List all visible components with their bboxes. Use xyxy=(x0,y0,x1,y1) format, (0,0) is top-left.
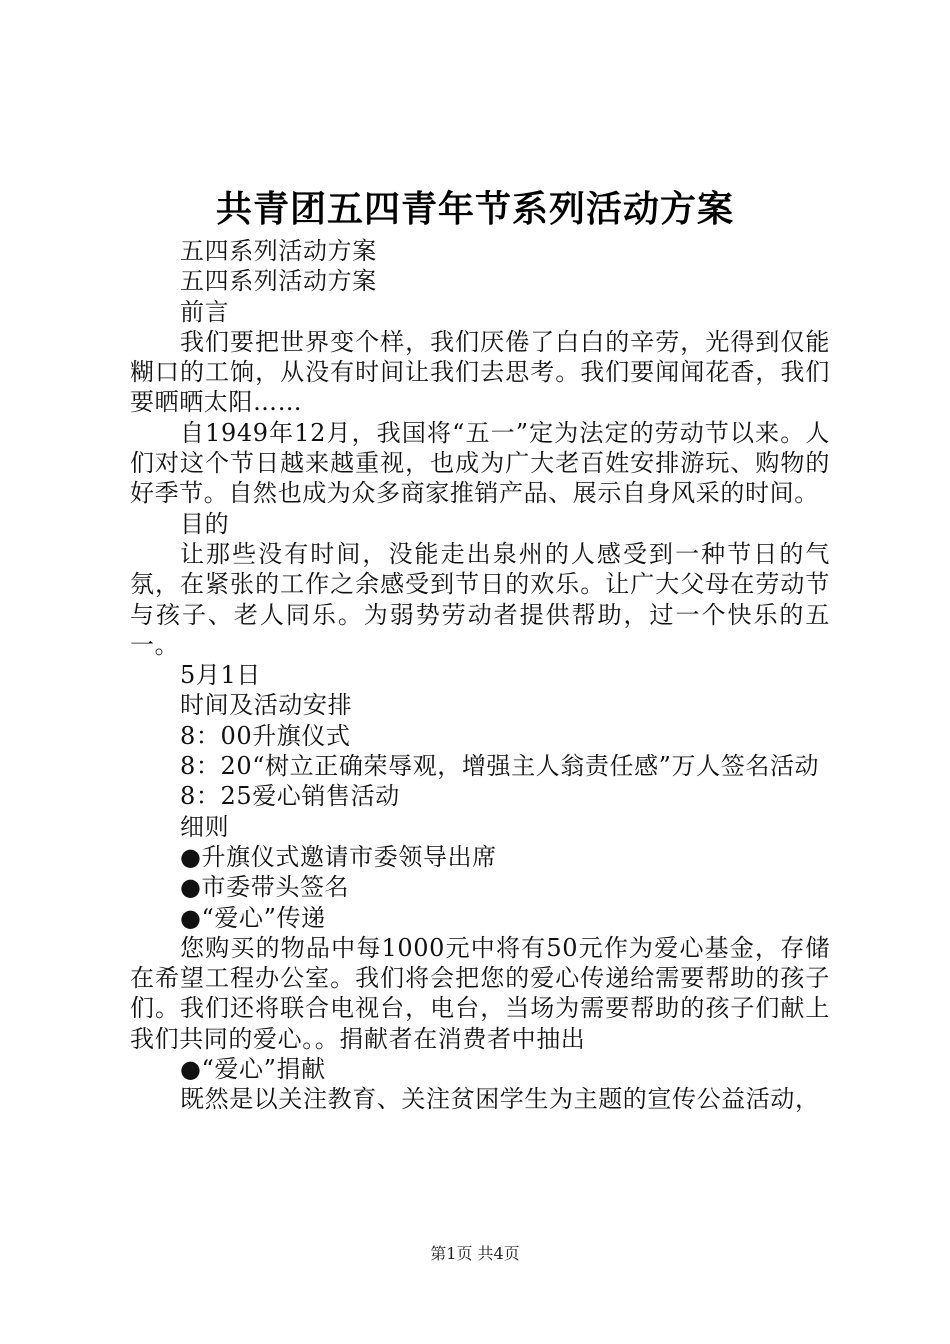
section-heading: 前言 xyxy=(180,297,230,326)
schedule-item: 8：25爱心销售活动 xyxy=(180,782,400,811)
section-heading: 目的 xyxy=(180,509,230,538)
paragraph: 我们要把世界变个样，我们厌倦了白白的辛劳，光得到仅能糊口的工饷，从没有时间让我们去思考。我们要闻闻花香，我们要晒晒太阳…… xyxy=(130,327,830,417)
bullet-item: ●“爱心”捐献 xyxy=(180,1055,326,1084)
date-line: 5月1日 xyxy=(180,661,261,690)
section-heading: 细则 xyxy=(180,812,230,841)
paragraph: 五四系列活动方案 xyxy=(180,237,377,265)
document-body xyxy=(130,236,830,1115)
section-heading: 时间及活动安排 xyxy=(180,691,353,720)
bullet-item: ●升旗仪式邀请市委领导出席 xyxy=(180,842,497,871)
paragraph: 自1949年12月，我国将“五一”定为法定的劳动节以来。人们对这个节日越来越重视，也成为广大老百姓安排游玩、购物的好季节。自然也成为众多商家推销产品、展示自身风采的时间。 xyxy=(130,418,830,508)
paragraph: 五四系列活动方案 xyxy=(180,267,377,296)
document-title: 共青团五四青年节系列活动方案 xyxy=(215,188,734,230)
paragraph: 您购买的物品中每1000元中将有50元作为爱心基金，存储在希望工程办公室。我们将会把您的爱心传递给需要帮助的孩子们。我们还将联合电视台，电台，当场为需要帮助的孩子们献上我们共同的爱心。。捐献者在消费者中抽出 xyxy=(130,933,830,1053)
schedule-item: 8：20“树立正确荣辱观，增强主人翁责任感”万人签名活动 xyxy=(180,752,820,781)
paragraph: 让那些没有时间，没能走出泉州的人感受到一种节日的气氛，在紧张的工作之余感受到节日的欢乐。让广大父母在劳动节与孩子、老人同乐。为弱势劳动者提供帮助，过一个快乐的五一。 xyxy=(130,539,830,659)
schedule-item: 8：00升旗仪式 xyxy=(180,721,351,750)
bullet-item: ●市委带头签名 xyxy=(180,873,350,902)
page-footer: 第1页 共4页 xyxy=(430,1244,520,1263)
paragraph: 既然是以关注教育、关注贫困学生为主题的宣传公益活动， xyxy=(180,1085,820,1114)
bullet-item: ●“爱心”传递 xyxy=(180,903,326,932)
